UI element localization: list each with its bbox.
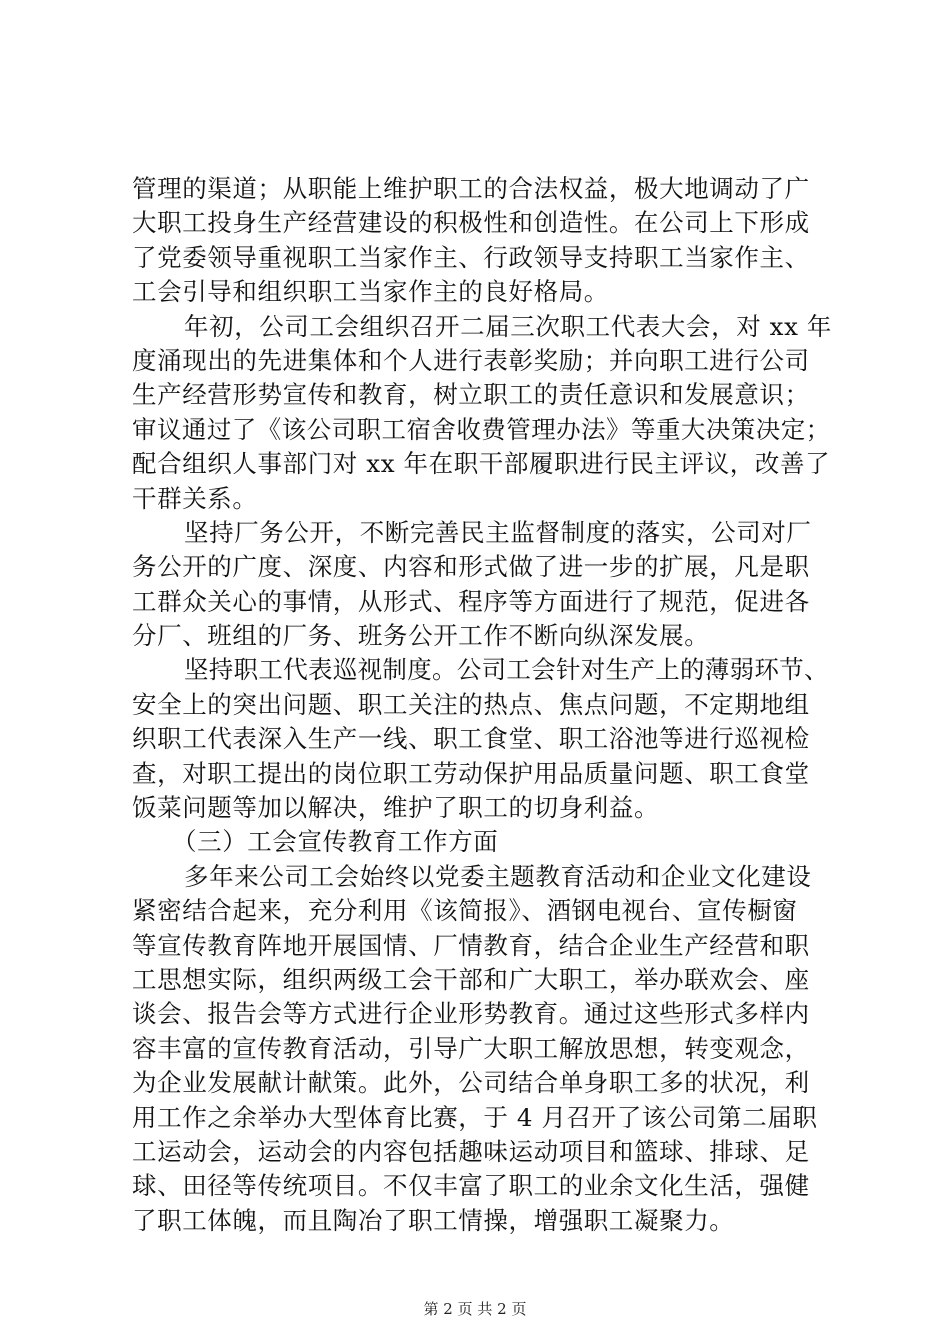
text-line: 了职工体魄，而且陶冶了职工情操，增强职工凝聚力。 bbox=[132, 1205, 735, 1235]
text-line: 务公开的广度、深度、内容和形式做了进一步的扩展，凡是职 bbox=[132, 552, 810, 582]
text-line: 生产经营形势宣传和教育，树立职工的责任意识和发展意识； bbox=[132, 380, 810, 410]
text-line: 织职工代表深入生产一线、职工食堂、职工浴池等进行巡视检 bbox=[132, 724, 810, 754]
text-line: 度涌现出的先进集体和个人进行表彰奖励；并向职工进行公司 bbox=[132, 345, 810, 375]
text-line: 配合组织人事部门对 xx 年在职干部履职进行民主评议，改善了 bbox=[132, 449, 831, 479]
paragraph-first-line: 坚持厂务公开，不断完善民主监督制度的落实，公司对厂 bbox=[184, 517, 812, 547]
text-line: 工思想实际，组织两级工会干部和广大职工，举办联欢会、座 bbox=[132, 964, 810, 994]
text-line: 分厂、班组的厂务、班务公开工作不断向纵深发展。 bbox=[132, 621, 710, 651]
text-line: 工群众关心的事情，从形式、程序等方面进行了规范，促进各 bbox=[132, 586, 810, 616]
text-line: 为企业发展献计献策。此外，公司结合单身职工多的状况，利 bbox=[132, 1068, 810, 1098]
text-line: 查，对职工提出的岗位职工劳动保护用品质量问题、职工食堂 bbox=[132, 758, 810, 788]
text-line: 工运动会，运动会的内容包括趣味运动项目和篮球、排球、足 bbox=[132, 1136, 810, 1166]
paragraph-first-line: 多年来公司工会始终以党委主题教育活动和企业文化建设 bbox=[184, 861, 812, 891]
document-body bbox=[132, 172, 832, 1238]
text-line: 了党委领导重视职工当家作主、行政领导支持职工当家作主、 bbox=[132, 242, 810, 272]
text-line: 管理的渠道；从职能上维护职工的合法权益，极大地调动了广 bbox=[132, 174, 810, 203]
text-line: 工会引导和组织职工当家作主的良好格局。 bbox=[132, 277, 609, 307]
text-line: 球、田径等传统项目。不仅丰富了职工的业余文化生活，强健 bbox=[132, 1171, 810, 1201]
text-line: 大职工投身生产经营建设的积极性和创造性。在公司上下形成 bbox=[132, 208, 810, 238]
text-line: 饭菜问题等加以解决，维护了职工的切身利益。 bbox=[132, 793, 660, 823]
text-line: 等宣传教育阵地开展国情、厂情教育，结合企业生产经营和职 bbox=[132, 930, 810, 960]
paragraph-first-line: 年初，公司工会组织召开二届三次职工代表大会，对 xx 年 bbox=[184, 311, 833, 341]
paragraph-first-line: 坚持职工代表巡视制度。公司工会针对生产上的薄弱环节、 bbox=[184, 655, 829, 685]
text-line: 紧密结合起来，充分利用《该简报》、酒钢电视台、宣传橱窗 bbox=[132, 896, 798, 926]
text-line: 容丰富的宣传教育活动，引导广大职工解放思想，转变观念， bbox=[132, 1033, 810, 1063]
text-line: 干群关系。 bbox=[132, 483, 258, 513]
text-line: 谈会、报告会等方式进行企业形势教育。通过这些形式多样内 bbox=[132, 999, 810, 1029]
text-line: 安全上的突出问题、职工关注的热点、焦点问题，不定期地组 bbox=[132, 689, 810, 719]
text-line: 审议通过了《该公司职工宿舍收费管理办法》等重大决策决定； bbox=[132, 414, 831, 444]
page-footer: 第 2 页 共 2 页 bbox=[423, 1300, 527, 1318]
section-heading: （三）工会宣传教育工作方面 bbox=[172, 827, 499, 857]
text-line: 用工作之余举办大型体育比赛，于 4 月召开了该公司第二届职 bbox=[132, 1102, 818, 1132]
